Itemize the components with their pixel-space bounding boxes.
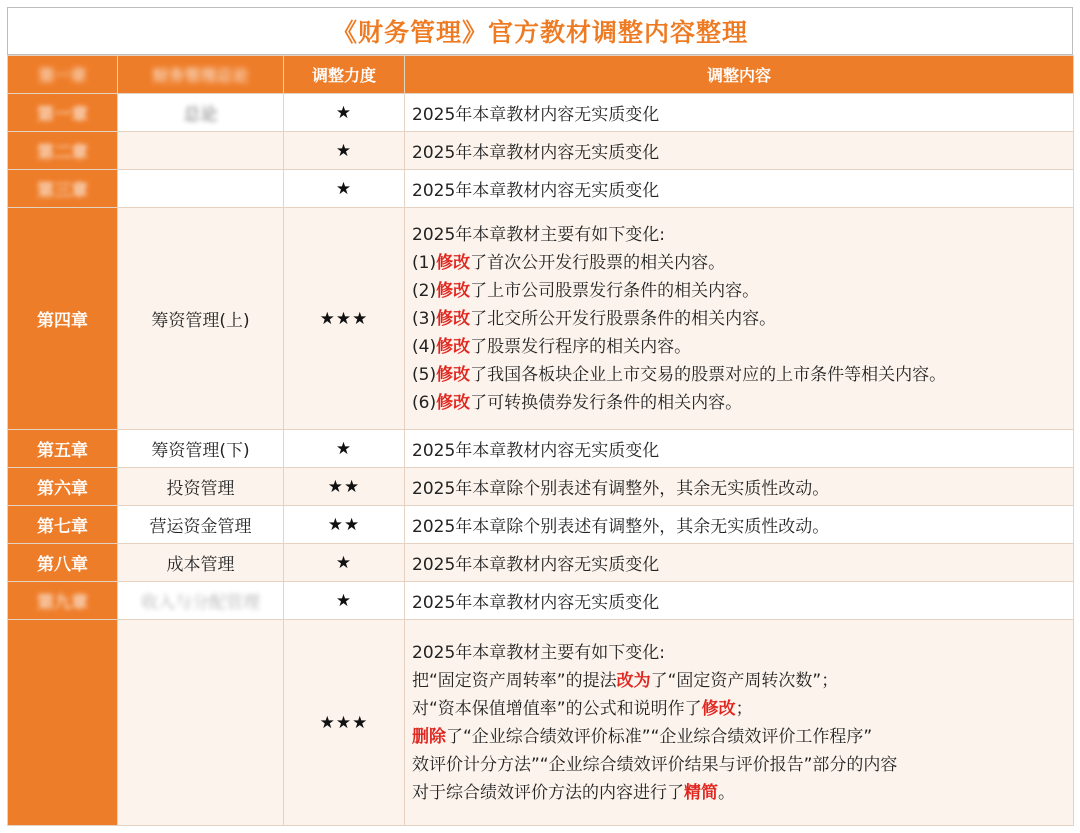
stars-cell: ★★ [284, 506, 405, 544]
stars-cell: ★★★ [284, 208, 405, 430]
chapter-cell [8, 620, 118, 826]
table-row [8, 582, 1074, 620]
name-cell: 成本管理 [118, 544, 284, 582]
table-row-ch4 [8, 208, 1074, 430]
chapter-cell: 第八章 [8, 544, 118, 582]
stars-cell: ★★★ [284, 620, 405, 826]
content-cell: 2025年本章教材内容无实质变化 [405, 544, 1074, 582]
stars-cell: ★ [284, 430, 405, 468]
change-item: (3)修改了北交所公开发行股票条件的相关内容。 [412, 308, 777, 329]
stars-cell: ★ [284, 544, 405, 582]
header-row [8, 56, 1074, 94]
chapter-cell: 第三章 [8, 170, 118, 208]
change-item: 对“资本保值增值率”的公式和说明作了修改； [412, 698, 753, 719]
content-cell: 2025年本章教材内容无实质变化 [405, 170, 1074, 208]
name-cell: 投资管理 [118, 468, 284, 506]
table-row-ch10 [8, 620, 1074, 826]
name-cell [118, 170, 284, 208]
name-cell: 筹资管理(下) [118, 430, 284, 468]
header-chapter: 第一章 [8, 56, 118, 94]
change-item: 效评价计分方法”“企业综合绩效评价结果与评价报告”部分的内容 [412, 754, 898, 775]
page-title: 《财务管理》官方教材调整内容整理 [331, 18, 748, 47]
header-strength: 调整力度 [284, 56, 405, 94]
content-cell: 2025年本章教材内容无实质变化 [405, 132, 1074, 170]
chapter-cell: 第九章 [8, 582, 118, 620]
change-item: (4)修改了股票发行程序的相关内容。 [412, 336, 692, 357]
name-cell: 收入与分配管理 [118, 582, 284, 620]
name-cell: 营运资金管理 [118, 506, 284, 544]
change-item: (6)修改了可转换债券发行条件的相关内容。 [412, 392, 743, 413]
change-item: (1)修改了首次公开发行股票的相关内容。 [412, 252, 726, 273]
content-cell: 2025年本章除个别表述有调整外，其余无实质性改动。 [405, 506, 1074, 544]
stars-cell: ★★ [284, 468, 405, 506]
change-item: (5)修改了我国各板块企业上市交易的股票对应的上市条件等相关内容。 [412, 364, 947, 385]
stars-cell: ★ [284, 582, 405, 620]
table-row [8, 544, 1074, 582]
intro-line: 2025年本章教材主要有如下变化: [412, 642, 665, 663]
chapter-cell: 第五章 [8, 430, 118, 468]
table-row [8, 468, 1074, 506]
change-item: 把“固定资产周转率”的提法改为了“固定资产周转次数”； [412, 670, 839, 691]
name-cell [118, 620, 284, 826]
stars-cell: ★ [284, 94, 405, 132]
intro-line: 2025年本章教材主要有如下变化: [412, 224, 665, 245]
table-row [8, 132, 1074, 170]
chapter-cell: 第四章 [8, 208, 118, 430]
title-bar [7, 7, 1073, 55]
header-name: 财务管理总论 [118, 56, 284, 94]
chapter-cell: 第一章 [8, 94, 118, 132]
name-cell: 总论 [118, 94, 284, 132]
table-row [8, 170, 1074, 208]
table-row [8, 94, 1074, 132]
content-cell: 2025年本章教材内容无实质变化 [405, 94, 1074, 132]
name-cell [118, 132, 284, 170]
stars-cell: ★ [284, 132, 405, 170]
content-cell [405, 620, 1074, 826]
name-cell: 筹资管理(上) [118, 208, 284, 430]
stars-cell: ★ [284, 170, 405, 208]
content-cell: 2025年本章教材内容无实质变化 [405, 582, 1074, 620]
change-item: 对于综合绩效评价方法的内容进行了精简。 [412, 782, 735, 803]
content-cell: 2025年本章除个别表述有调整外，其余无实质性改动。 [405, 468, 1074, 506]
chapter-cell: 第二章 [8, 132, 118, 170]
adjustment-table [7, 55, 1074, 826]
chapter-cell: 第六章 [8, 468, 118, 506]
content-cell [405, 208, 1074, 430]
change-item: (2)修改了上市公司股票发行条件的相关内容。 [412, 280, 760, 301]
change-item: 删除了“企业综合绩效评价标准”“企业综合绩效评价工作程序” [412, 726, 873, 747]
content-cell: 2025年本章教材内容无实质变化 [405, 430, 1074, 468]
header-content: 调整内容 [405, 56, 1074, 94]
table-row [8, 430, 1074, 468]
chapter-cell: 第七章 [8, 506, 118, 544]
table-row [8, 506, 1074, 544]
